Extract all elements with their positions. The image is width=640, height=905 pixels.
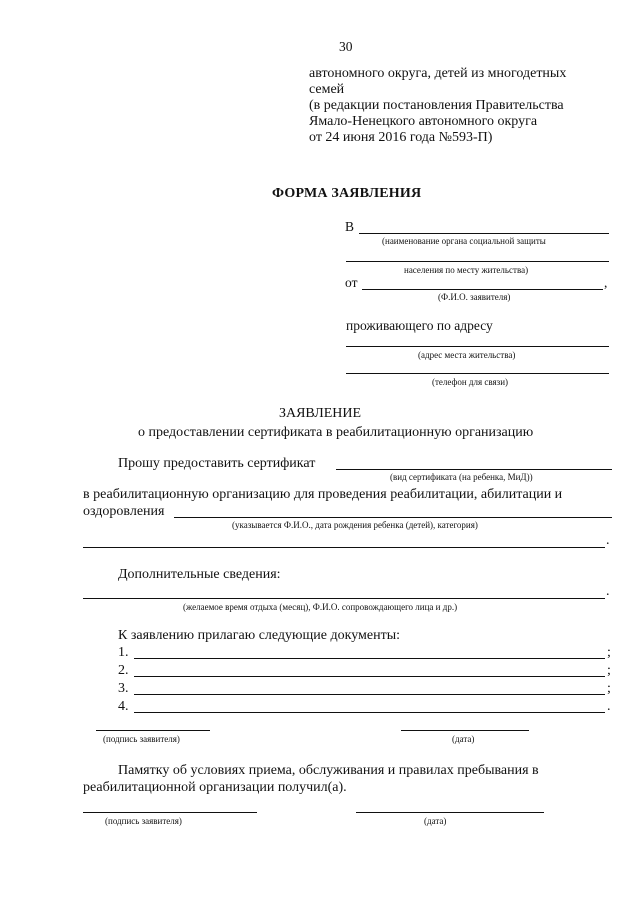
signature-caption: (подпись заявителя) [105,816,182,826]
to-field-line-2[interactable] [346,261,609,262]
phone-field-line[interactable] [346,373,609,374]
to-prefix: В [345,219,355,234]
additional-label: Дополнительные сведения: [118,567,281,582]
child-field-line-2[interactable] [83,547,605,548]
document-item-number: 2. [118,663,129,678]
header-note-line: автономного округа, детей из многодетных [309,66,567,81]
statement-subtitle: о предоставлении сертификата в реабилитационную организацию [138,425,534,440]
certificate-caption: (вид сертификата (на ребенка, МиД)) [390,472,533,482]
header-note-line: Ямало-Ненецкого автономного округа [309,114,538,129]
header-note-line: (в редакции постановления Правительства [309,98,564,113]
date-line[interactable] [401,730,529,731]
from-prefix: от [345,275,358,290]
statement-title [0,406,640,422]
residing-label: проживающего по адресу [346,318,493,333]
to-field-line[interactable] [359,233,609,234]
document-item-line[interactable] [134,658,605,659]
statement-line-3-prefix: оздоровления [83,504,165,519]
document-item-end: ; [607,663,611,678]
signature-caption: (подпись заявителя) [103,734,180,744]
additional-period: . [606,584,610,599]
request-text: Прошу предоставить сертификат [118,456,316,471]
memo-line-2: реабилитационной организации получил(а). [83,780,347,795]
document-item-end: ; [607,645,611,660]
statement-title-text: ЗАЯВЛЕНИЕ [278,406,362,421]
additional-field-line[interactable] [83,598,605,599]
phone-caption: (телефон для связи) [432,377,509,387]
additional-caption: (желаемое время отдыха (месяц), Ф.И.О. сопровождающего лица и др.) [183,602,458,612]
document-item-line[interactable] [134,676,605,677]
header-note-line: от 24 июня 2016 года №593-П) [309,130,493,145]
document-item-number: 3. [118,681,129,696]
date-caption: (дата) [452,734,475,744]
document-item-number: 4. [118,699,129,714]
child-field-line[interactable] [174,517,612,518]
page-number: 30 [339,39,353,54]
document-item-line[interactable] [134,712,605,713]
signature-line[interactable] [96,730,210,731]
certificate-field-line[interactable] [336,469,612,470]
statement-line-2: в реабилитационную организацию для проведения реабилитации, абилитации и [83,487,563,502]
from-caption: (Ф.И.О. заявителя) [438,292,511,302]
address-field-line[interactable] [346,346,609,347]
from-comma: , [604,275,608,290]
document-item-line[interactable] [134,694,605,695]
document-item-end: . [607,699,611,714]
date-caption: (дата) [424,816,447,826]
document-item-end: ; [607,681,611,696]
to-caption-2: населения по месту жительства) [404,265,529,275]
memo-line-1: Памятку об условиях приема, обслуживания и правилах пребывания в [118,763,539,778]
signature-line[interactable] [83,812,257,813]
date-line[interactable] [356,812,544,813]
to-caption: (наименование органа социальной защиты [382,236,546,246]
documents-label: К заявлению прилагаю следующие документы: [118,628,401,643]
from-field-line[interactable] [362,289,603,290]
child-caption: (указывается Ф.И.О., дата рождения ребенка (детей), категория) [232,520,478,530]
header-note [309,66,566,146]
address-caption: (адрес места жительства) [418,350,516,360]
child-line-period: . [606,533,610,548]
form-title: ФОРМА ЗАЯВЛЕНИЯ [272,186,422,201]
header-note-line: семей [309,82,345,97]
document-item-number: 1. [118,645,129,660]
